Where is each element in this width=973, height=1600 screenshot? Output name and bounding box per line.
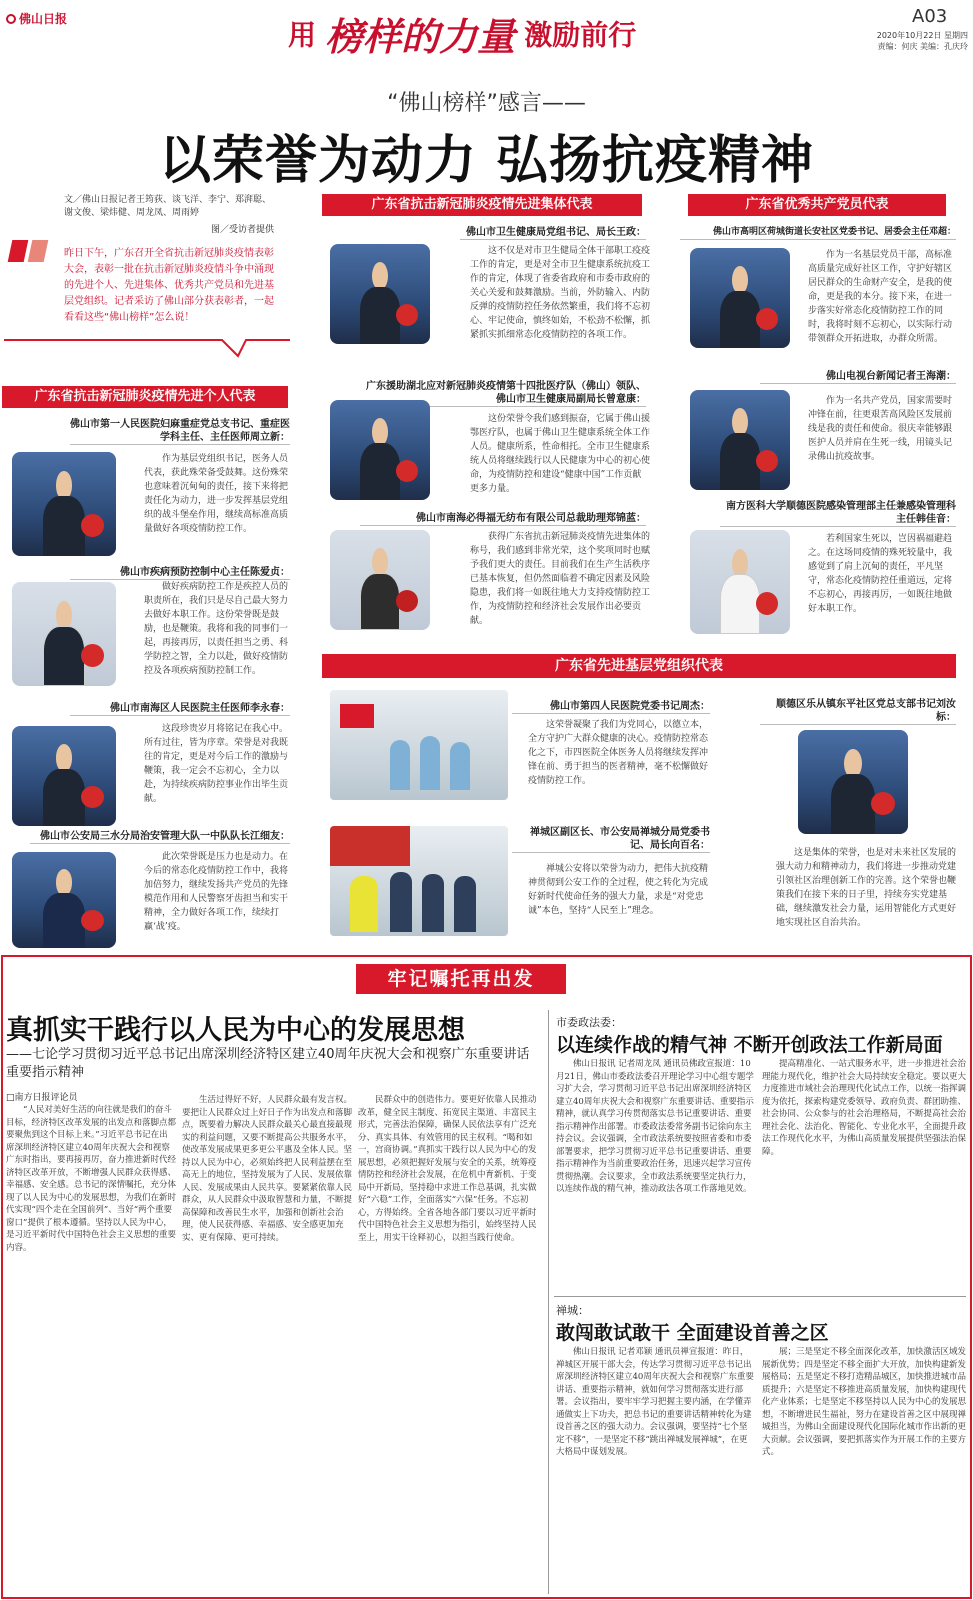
- member-photo: [690, 248, 790, 348]
- organization-caption: 顺德区乐从镇东平社区党总支部书记刘汝标：: [760, 698, 956, 725]
- slogan: [288, 6, 688, 58]
- main-article-title: 真抓实干践行以人民为中心的发展思想: [6, 1015, 465, 1046]
- section-divider: [554, 1296, 966, 1297]
- byline-authors: 文／佛山日报记者王筠荻、谈飞洋、李宁、郑湃聪、谢文俊、梁炜健、周龙凤、周雨婷: [64, 195, 272, 218]
- collective-photo: [330, 244, 430, 344]
- right-bottom-column: 展；三是坚定不移全面深化改革，加快激活区域发展新优势；四是坚定不移全面扩大开放，加快构建新发展格局；五是坚定不移打造精品城区，加快推进城市品质提升；六是坚定不移推进高质量发展，加快构建现代化产业体系；七是坚定不移坚持以人民为中心的发展思想，不断增进民生福祉，努力在建设首善之区中展现禅城担当，为佛山全面建设现代化国际化城市作出新的更大贡献。会议强调，要把抓落实作为开展工作的主要方式。: [762, 1347, 966, 1457]
- individual-photo: [12, 726, 116, 826]
- main-article-subtitle: ——七论学习贯彻习近平总书记出席深圳经济特区建立40周年庆祝大会和视察广东重要讲话重要指示精神: [6, 1047, 530, 1080]
- main-article-column: “人民对美好生活的向往就是我们的奋斗目标，经济特区改革发展的出发点和落脚点都要聚焦到这个目标上来。”习近平总书记在出席深圳经济特区建立40周年庆祝大会和视察广东时指出，要再接再厉，奋力推进新时代经济特区改革开放，不断增强人民群众获得感、幸福感、安全感。总书记的深情嘱托，充分体现了以人民为中心的发展思想，为我们在新时代实现“四个走在全国前列”、当好“两个重要窗口”提供了根本遵循。坚持以人民为中心，是习近平新时代中国特色社会主义思想的重要内容。: [6, 1105, 176, 1253]
- right-top-kicker: 市委政法委：: [556, 1016, 622, 1029]
- section-banner-members: 广东省优秀共产党员代表: [688, 194, 946, 216]
- right-top-column: 佛山日报讯 记者周龙凤 通讯员佛政宣报道：10月21日，佛山市委政法委召开理论学习中心组专题学习扩大会，学习贯彻习近平总书记出席深圳经济特区建立40周年庆祝大会和视察广东重要讲话、重要指示精神，就认真学习传贯彻落实总书记重要讲话、重要指示精神作出部署。市委政法委常务副书记徐向东主持会议。会议强调，全市政法系统要按照省委和市委部署要求，把学习贯彻习近平总书记重要讲话、重要指示精神作为当前重要政治任务，迅速兴起学习宣传贯彻热潮。会议要求，全市政法系统要坚定执行力，以连续作战的精气神，推动政法各项工作落地见效。: [556, 1059, 754, 1194]
- individual-quote: 作为基层党组织书记，医务人员代表，获此殊荣备受鼓舞。这份殊荣也意味着沉甸甸的责任，接下来将把责任化为动力，进一步发挥基层党组织的战斗堡垒作用，继续高标准高质量做好各项疫情防控工作。: [144, 454, 289, 534]
- individual-caption: 佛山市第一人民医院妇麻重症党总支书记、重症医学科主任、主任医师周立新：: [70, 419, 290, 443]
- headline-title: 以荣誉为动力 弘扬抗疫精神: [158, 131, 815, 191]
- member-caption: 佛山市高明区荷城街道长安社区党委书记、居委会主任邓超：: [680, 226, 956, 240]
- slogan-mid: 榜样的力量: [325, 14, 516, 59]
- individual-caption: 佛山市公安局三水分局治安管理大队一中队队长江细友：: [30, 830, 290, 844]
- right-top-column: 提高精准化、一站式服务水平，进一步推进社会治理能力现代化，维护社会大局持续安全稳定。要以更大力度推进市域社会治理现代化试点工作，以统一指挥调度为依托，探索构建党委领导、政府负责、群团助推、社会协同、公众参与的社会治理格局，不断提高社会治理社会化、法治化、智能化、专业化水平，全面提升政法工作现代化水平，为佛山高质量发展提供坚强法治保障。: [762, 1059, 966, 1157]
- individual-caption: 佛山市南海区人民医院主任医师李永春：: [70, 702, 290, 716]
- individual-photo: [12, 852, 116, 948]
- lead-paragraph: 昨日下午，广东召开全省抗击新冠肺炎疫情表彰大会，表彰一批在抗击新冠肺炎疫情斗争中涌现的先进个人、先进集体、优秀共产党员和先进基层党组织。记者采访了佛山部分获表彰者，一起看看这些“佛山榜样”怎么说！: [64, 248, 274, 323]
- headline-kicker: “佛山榜样”感言——: [387, 91, 586, 116]
- slogan-right: 激励前行: [524, 18, 637, 52]
- individual-quote: 做好疾病防控工作是疾控人员的职责所在，我们只是尽自己最大努力去做好本职工作。这份荣誉既是鼓励，也是鞭策。我将和我的同事们一起，再接再厉，以责任担当之勇、科学防控之智，全力以赴，做好疫情防控及各项疾病预防控制工作。: [144, 582, 289, 676]
- collective-quote: 这不仅是对市卫生健局全体干部职工疫疫工作的肯定，更是对全市卫生健康系统抗疫工作的肯定，体现了省委省政府和市委市政府的关心关爱和鼓舞激励。当前，外防输入、内防反弹的疫情防控任务依然繁重，我们将不忘初心、牢记使命，慎终如始，不松劲不松懈，抓紧抓实抓细常态化疫情防控的各项工作。: [470, 246, 650, 340]
- individual-quote: 这段珍贵岁月将铭记在我心中。所有过往，皆为序章。荣誉是对我既往的肯定，更是对今后工作的激励与鞭策，我一定会不忘初心，全力以赴，为持续疾病防控事业作出毕生贡献。: [144, 724, 289, 804]
- issue-date: 2020年10月22日 星期四: [876, 31, 968, 40]
- collective-photo: [330, 400, 430, 500]
- member-caption: 佛山电视台新闻记者王海潮：: [760, 370, 956, 384]
- organization-quote: 这是集体的荣誉，也是对未来社区发展的强大动力和精神动力，我们将进一步推动党建引领社区治理创新工作的完善。这个荣誉也鞭策我们在接下来的日子里，持续夯实党建基础，继续激发社会力量，运用智能化方式更好地实现社区自治共治。: [776, 848, 956, 928]
- logo-icon: [6, 14, 16, 24]
- collective-caption: 广东援助湖北应对新冠肺炎疫情第十四批医疗队（佛山）领队、佛山市卫生健康局副局长曾意康：: [360, 380, 646, 407]
- byline-photo: 图／受访者提供: [210, 225, 274, 235]
- individual-quote: 此次荣誉既是压力也是动力。在今后的常态化疫情防控工作中，我将加倍努力，继续发扬共产党员的先锋模范作用和人民警察牙齿担当和实干精神，全力做好各项工作，续续打赢‘战’疫。: [144, 852, 289, 932]
- masthead: [0, 0, 973, 62]
- right-bottom-column: 佛山日报讯 记者邓颖 通讯员禅宣报道：昨日，禅城区开展干部大会，传达学习贯彻习近平总书记出席深圳经济特区建立40周年庆祝大会和视察广东重要讲话、重要指示精神，就如何学习贯彻落实进行部署。会议指出，要牢牢学习把握主要内涵，在学懂弄通做实上下功夫，把总书记的重要讲话精神转化为建设首善之区的强大动力。会议强调，要坚持“七个坚定不移”，一是坚定不移“跳出禅城发展禅城”，在更大格局中谋划发展。: [556, 1347, 754, 1457]
- member-photo: [690, 530, 790, 634]
- page-number: A03: [912, 6, 948, 27]
- slogan-left: 用: [288, 18, 317, 52]
- individual-caption: 佛山市疾病预防控制中心主任陈爱贞：: [70, 566, 290, 580]
- collective-photo: [330, 530, 430, 630]
- member-caption: 南方医科大学顺德医院感染管理部主任兼感染管理科主任韩佳音：: [720, 500, 956, 527]
- collective-quote: 获得广东省抗击新冠肺炎疫情先进集体的称号，我们感到非常光荣，这个奖项同时也赋予我们更大的责任。目前我们在生产生活秩序已基本恢复，但仍然面临着不确定因素及风险隐患，我们将一如既往地大力支持疫情防控工作，为疫情防控和经济社会发展作出必要贡献。: [470, 532, 650, 626]
- section-banner-individuals: 广东省抗击新冠肺炎疫情先进个人代表: [2, 386, 288, 408]
- collective-quote: 这份荣誉令我们感到振奋，它属于佛山援鄂医疗队，也属于佛山卫生健康系统全体工作人员。健康所系，性命相托。全市卫生健康系统人员将继续践行以人民健康为中心的初心使命，为疫情防控和建设“健康中国”工作贡献更多力量。: [470, 414, 650, 494]
- member-photo: [690, 390, 790, 490]
- organization-photo-hospital: [330, 690, 508, 800]
- member-quote: 作为一名基层党员干部，高标准高质量完成好社区工作，守护好辖区居民群众的生命财产安全，是我的使命，更是我的本分。接下来，在进一步落实好常态化疫情防控工作的同时，我将时刻不忘初心，以实际行动带领群众开拓进取，办群众所需。: [808, 250, 953, 344]
- quote-mark-icon: [10, 240, 50, 264]
- organization-caption: 禅城区副区长、市公安局禅城分局党委书记、局长向百名：: [512, 826, 710, 853]
- main-article-byline: □南方日报评论员: [6, 1093, 78, 1103]
- main-article-column: 生活过得好不好，人民群众最有发言权。要把让人民群众过上好日子作为出发点和落脚点，既要着力解决人民群众最关心最直接最现实的利益问题，又要不断提高公共服务水平，使改革发展成果更多更公平惠及全体人民。坚持以人民为中心，必须始终把人民利益摆在至高无上的地位，坚持发展为了人民、发展依靠人民、发展成果由人民共享。要紧紧依靠人民群众，从人民群众中汲取智慧和力量，不断提高保障和改善民生水平，加强和创新社会治理，使人民获得感、幸福感、安全感更加充实、更有保障、更可持续。: [182, 1095, 352, 1243]
- lower-banner: 牢记嘱托再出发: [356, 964, 566, 994]
- individual-photo: [12, 452, 116, 556]
- lead-bracket: [2, 330, 292, 360]
- editors: 责编：何庆 美编：孔庆玲: [877, 42, 968, 51]
- organization-photo: [798, 730, 908, 834]
- member-quote: 若利国家生死以，岂因祸福避趋之。在这场同疫情的殊死较量中，我感觉到了肩上沉甸的责任，平凡坚守，常态化疫情防控任重道远，定将不忘初心，再接再厉，一如既往地做好本职工作。: [808, 534, 953, 614]
- collective-caption: 佛山市南海必得福无纺布有限公司总裁助理郑锦蓝：: [360, 512, 646, 526]
- right-top-title: 以连续作战的精气神 不断开创政法工作新局面: [556, 1034, 943, 1056]
- paper-logo: 佛山日报: [6, 10, 67, 27]
- organization-quote: 这荣誉凝聚了我们为党同心，以德立本，全方守护广大群众健康的决心。疫情防控常态化之下，市四医院全体医务人员将继续发挥冲锋在前、勇于担当的医者精神，毫不松懈做好疫情防控工作。: [528, 720, 709, 786]
- organization-photo-police: [330, 826, 508, 936]
- member-quote: 作为一名共产党员，国家需要时冲锋在前，往更艰苦高风险区发展前线是我的责任和使命。很庆幸能够跟医护人员并肩在生死一线，用镜头记录佛山抗疫故事。: [808, 396, 953, 462]
- organization-caption: 佛山市第四人民医院党委书记周杰：: [512, 700, 710, 714]
- right-bottom-title: 敢闯敢试敢干 全面建设首善之区: [556, 1322, 829, 1344]
- section-banner-organizations: 广东省先进基层党组织代表: [322, 654, 956, 678]
- collective-caption: 佛山市卫生健康局党组书记、局长王政：: [460, 226, 646, 240]
- individual-photo: [12, 582, 116, 686]
- main-article-column: 民群众中的创造伟力。要更好依靠人民推动改革，健全民主制度、拓宽民主渠道、丰富民主形式，完善法治保障，确保人民依法享有广泛充分、真实具体、有效管用的民主权利。“喝和如一，宫商协调。”真抓实干践行以人民为中心的发展思想，必须把握好发展与安全的关系，统筹疫情防控和经济社会发展，在危机中育新机、于变局中开新局，坚持稳中求进工作总基调，扎实做好“六稳”工作，全面落实“六保”任务。不忘初心，方得始终。全省各地各部门要以习近平新时代中国特色社会主义思想为指引，始终坚持人民至上，用实干诠释初心，以担当践行使命。: [358, 1095, 537, 1243]
- section-banner-collectives: 广东省抗击新冠肺炎疫情先进集体代表: [322, 194, 642, 216]
- right-bottom-kicker: 禅城：: [556, 1304, 589, 1317]
- organization-quote: 禅城公安将以荣誉为动力，把伟大抗疫精神贯彻到公安工作的全过程，使之转化为完成好新时代使命任务的强大力量，求是“对党忠诚”本色，坚持“人民至上”理念。: [528, 864, 709, 916]
- column-divider: [548, 1010, 549, 1594]
